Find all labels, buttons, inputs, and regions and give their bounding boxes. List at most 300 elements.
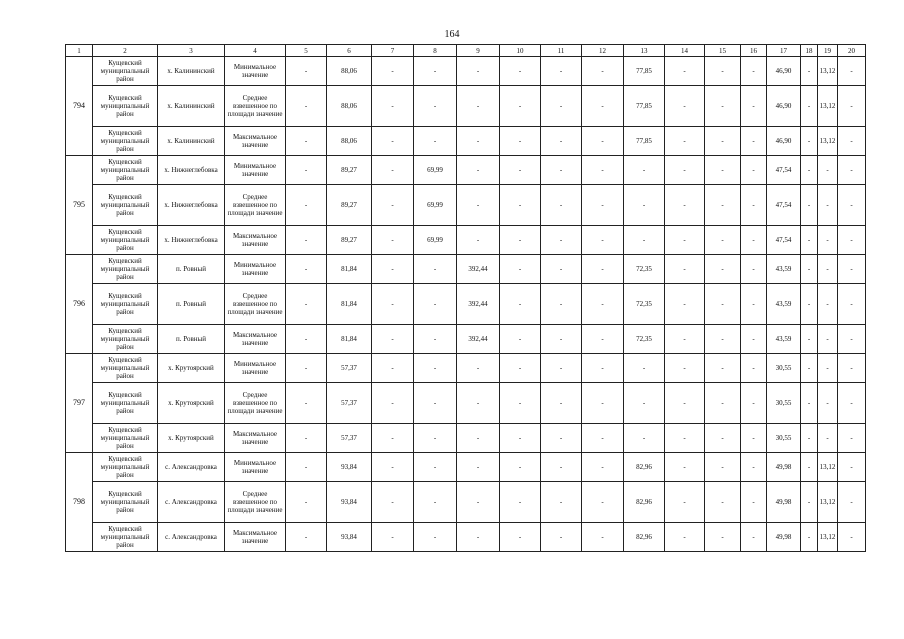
value-cell: 89,27: [327, 185, 372, 226]
value-cell: 30,55: [767, 383, 801, 424]
value-cell: -: [582, 156, 624, 185]
value-cell: -: [818, 185, 838, 226]
value-cell: -: [500, 86, 541, 127]
column-header: 16: [741, 45, 767, 57]
value-cell: -: [582, 255, 624, 284]
value-cell: -: [838, 185, 866, 226]
value-cell: 13,12: [818, 127, 838, 156]
value-cell: -: [741, 453, 767, 482]
value-cell: -: [665, 383, 705, 424]
value-cell: -: [838, 453, 866, 482]
district-cell: Кущевский муниципальный район: [93, 354, 158, 383]
district-cell: Кущевский муниципальный район: [93, 383, 158, 424]
column-header: 2: [93, 45, 158, 57]
district-cell: Кущевский муниципальный район: [93, 453, 158, 482]
value-cell: -: [665, 354, 705, 383]
value-cell: -: [801, 325, 818, 354]
value-cell: -: [801, 156, 818, 185]
value-cell: -: [665, 86, 705, 127]
value-cell: -: [372, 453, 414, 482]
value-cell: -: [457, 482, 500, 523]
value-cell: -: [457, 127, 500, 156]
value-cell: -: [801, 284, 818, 325]
value-cell: -: [541, 424, 582, 453]
value-cell: -: [541, 185, 582, 226]
value-cell: -: [838, 482, 866, 523]
page-number: 164: [444, 29, 460, 40]
value-cell: -: [500, 185, 541, 226]
table-row: [66, 325, 866, 354]
value-cell: 57,37: [327, 424, 372, 453]
value-cell: -: [541, 86, 582, 127]
value-cell: -: [286, 325, 327, 354]
value-cell: -: [741, 255, 767, 284]
settlement-cell: х. Калининский: [158, 86, 225, 127]
value-type-cell: Максимальное значение: [225, 424, 286, 453]
value-cell: -: [541, 523, 582, 552]
value-cell: 43,59: [767, 284, 801, 325]
column-header: 17: [767, 45, 801, 57]
value-cell: -: [838, 127, 866, 156]
district-cell: Кущевский муниципальный район: [93, 226, 158, 255]
value-cell: -: [414, 523, 457, 552]
value-cell: -: [457, 185, 500, 226]
value-type-cell: Минимальное значение: [225, 453, 286, 482]
value-cell: 13,12: [818, 482, 838, 523]
value-cell: -: [582, 383, 624, 424]
value-type-cell: Минимальное значение: [225, 156, 286, 185]
value-cell: -: [457, 383, 500, 424]
settlement-cell: с. Александровка: [158, 453, 225, 482]
value-cell: 81,84: [327, 325, 372, 354]
value-cell: -: [372, 255, 414, 284]
district-cell: Кущевский муниципальный район: [93, 482, 158, 523]
value-cell: -: [838, 424, 866, 453]
column-header: 13: [624, 45, 665, 57]
value-cell: 93,84: [327, 482, 372, 523]
value-cell: -: [838, 156, 866, 185]
value-cell: -: [741, 284, 767, 325]
value-cell: -: [705, 383, 741, 424]
header-row: [66, 45, 866, 57]
value-cell: -: [286, 57, 327, 86]
value-cell: -: [541, 325, 582, 354]
value-cell: -: [705, 57, 741, 86]
value-cell: 46,90: [767, 86, 801, 127]
column-header: 12: [582, 45, 624, 57]
value-cell: -: [457, 86, 500, 127]
value-cell: 13,12: [818, 57, 838, 86]
value-cell: -: [705, 482, 741, 523]
value-cell: -: [582, 127, 624, 156]
table-row: [66, 127, 866, 156]
value-cell: -: [582, 284, 624, 325]
value-cell: -: [457, 424, 500, 453]
value-cell: 89,27: [327, 156, 372, 185]
value-cell: -: [818, 226, 838, 255]
value-cell: -: [286, 156, 327, 185]
value-cell: -: [582, 226, 624, 255]
value-cell: 88,06: [327, 86, 372, 127]
value-cell: 82,96: [624, 523, 665, 552]
value-cell: -: [741, 156, 767, 185]
value-cell: -: [541, 57, 582, 86]
value-cell: -: [624, 226, 665, 255]
table-row: [66, 453, 866, 482]
value-cell: 82,96: [624, 482, 665, 523]
value-cell: 69,99: [414, 185, 457, 226]
value-cell: -: [286, 523, 327, 552]
column-header: 8: [414, 45, 457, 57]
district-cell: Кущевский муниципальный район: [93, 127, 158, 156]
settlement-cell: с. Александровка: [158, 523, 225, 552]
value-cell: -: [665, 57, 705, 86]
settlement-cell: п. Ровный: [158, 284, 225, 325]
value-cell: -: [457, 57, 500, 86]
value-cell: -: [705, 127, 741, 156]
value-cell: 93,84: [327, 523, 372, 552]
value-cell: -: [801, 86, 818, 127]
value-cell: -: [500, 325, 541, 354]
value-cell: -: [457, 226, 500, 255]
value-cell: -: [665, 156, 705, 185]
value-type-cell: Минимальное значение: [225, 57, 286, 86]
value-cell: -: [541, 284, 582, 325]
value-cell: 49,98: [767, 523, 801, 552]
value-cell: -: [665, 255, 705, 284]
value-cell: 69,99: [414, 156, 457, 185]
district-cell: Кущевский муниципальный район: [93, 185, 158, 226]
value-cell: -: [818, 284, 838, 325]
value-cell: -: [500, 482, 541, 523]
district-cell: Кущевский муниципальный район: [93, 156, 158, 185]
value-cell: -: [414, 424, 457, 453]
value-cell: 43,59: [767, 325, 801, 354]
value-cell: -: [582, 354, 624, 383]
settlement-cell: х. Нижнеглебовка: [158, 185, 225, 226]
value-cell: -: [372, 482, 414, 523]
value-cell: -: [286, 383, 327, 424]
value-cell: 30,55: [767, 424, 801, 453]
value-cell: 72,35: [624, 325, 665, 354]
value-cell: 13,12: [818, 86, 838, 127]
value-cell: -: [414, 354, 457, 383]
value-cell: 47,54: [767, 185, 801, 226]
value-cell: -: [286, 284, 327, 325]
value-cell: -: [665, 127, 705, 156]
value-cell: -: [838, 226, 866, 255]
value-cell: -: [818, 156, 838, 185]
value-cell: -: [801, 255, 818, 284]
value-cell: -: [741, 86, 767, 127]
value-cell: -: [414, 127, 457, 156]
value-cell: -: [801, 57, 818, 86]
value-cell: -: [741, 523, 767, 552]
value-cell: -: [500, 226, 541, 255]
value-cell: 392,44: [457, 325, 500, 354]
value-cell: -: [665, 523, 705, 552]
value-cell: -: [500, 354, 541, 383]
value-cell: -: [414, 482, 457, 523]
value-cell: -: [801, 424, 818, 453]
value-cell: -: [741, 226, 767, 255]
value-cell: -: [705, 284, 741, 325]
value-cell: 72,35: [624, 255, 665, 284]
value-cell: 13,12: [818, 453, 838, 482]
value-cell: -: [500, 284, 541, 325]
value-cell: -: [582, 523, 624, 552]
column-header: 10: [500, 45, 541, 57]
value-cell: 392,44: [457, 255, 500, 284]
value-cell: 88,06: [327, 127, 372, 156]
value-cell: -: [372, 325, 414, 354]
value-cell: -: [372, 354, 414, 383]
value-type-cell: Среднее взвешенное по площади значение: [225, 86, 286, 127]
value-cell: -: [818, 325, 838, 354]
table-row: [66, 255, 866, 284]
value-cell: -: [801, 185, 818, 226]
district-cell: Кущевский муниципальный район: [93, 57, 158, 86]
value-cell: 46,90: [767, 57, 801, 86]
value-cell: -: [741, 354, 767, 383]
value-cell: 49,98: [767, 453, 801, 482]
table-row: [66, 86, 866, 127]
value-cell: -: [582, 86, 624, 127]
value-cell: -: [541, 453, 582, 482]
value-cell: -: [741, 424, 767, 453]
value-cell: -: [500, 523, 541, 552]
value-cell: -: [500, 127, 541, 156]
value-cell: 46,90: [767, 127, 801, 156]
value-cell: -: [838, 354, 866, 383]
value-cell: -: [582, 424, 624, 453]
value-cell: -: [372, 284, 414, 325]
value-cell: 81,84: [327, 255, 372, 284]
value-cell: -: [741, 482, 767, 523]
value-cell: -: [582, 57, 624, 86]
value-cell: -: [801, 354, 818, 383]
value-cell: -: [286, 255, 327, 284]
value-cell: -: [541, 354, 582, 383]
table-row: [66, 156, 866, 185]
value-cell: -: [372, 424, 414, 453]
value-cell: -: [838, 57, 866, 86]
value-cell: 57,37: [327, 354, 372, 383]
value-cell: -: [838, 284, 866, 325]
table-body: [66, 57, 866, 552]
value-cell: -: [286, 453, 327, 482]
value-cell: -: [414, 255, 457, 284]
value-cell: -: [286, 127, 327, 156]
value-cell: -: [541, 127, 582, 156]
column-header: 20: [838, 45, 866, 57]
value-cell: -: [286, 226, 327, 255]
row-number-cell: 794: [66, 57, 93, 156]
value-cell: -: [665, 185, 705, 226]
value-cell: -: [818, 424, 838, 453]
column-header: 14: [665, 45, 705, 57]
value-cell: -: [665, 482, 705, 523]
settlement-cell: х. Крутоярский: [158, 424, 225, 453]
value-cell: -: [286, 354, 327, 383]
value-cell: 13,12: [818, 523, 838, 552]
value-cell: -: [286, 482, 327, 523]
value-cell: -: [500, 255, 541, 284]
value-cell: -: [838, 255, 866, 284]
district-cell: Кущевский муниципальный район: [93, 325, 158, 354]
value-cell: -: [541, 255, 582, 284]
value-cell: -: [541, 226, 582, 255]
value-type-cell: Минимальное значение: [225, 354, 286, 383]
column-header: 3: [158, 45, 225, 57]
value-cell: -: [741, 383, 767, 424]
value-cell: -: [741, 325, 767, 354]
row-number-cell: 797: [66, 354, 93, 453]
value-cell: -: [414, 86, 457, 127]
value-cell: 47,54: [767, 226, 801, 255]
settlement-cell: х. Крутоярский: [158, 383, 225, 424]
value-cell: 49,98: [767, 482, 801, 523]
value-type-cell: Максимальное значение: [225, 523, 286, 552]
value-cell: -: [582, 325, 624, 354]
value-cell: -: [582, 185, 624, 226]
table-row: [66, 354, 866, 383]
table-row: [66, 482, 866, 523]
column-header: 4: [225, 45, 286, 57]
value-cell: -: [741, 185, 767, 226]
value-cell: -: [414, 453, 457, 482]
row-number-cell: 795: [66, 156, 93, 255]
table-row: [66, 226, 866, 255]
value-type-cell: Максимальное значение: [225, 127, 286, 156]
value-cell: -: [414, 284, 457, 325]
value-cell: -: [801, 383, 818, 424]
value-cell: -: [457, 156, 500, 185]
column-header: 11: [541, 45, 582, 57]
value-cell: -: [500, 453, 541, 482]
value-cell: 82,96: [624, 453, 665, 482]
value-cell: -: [665, 453, 705, 482]
district-cell: Кущевский муниципальный район: [93, 86, 158, 127]
value-cell: -: [705, 523, 741, 552]
value-cell: -: [500, 57, 541, 86]
value-cell: -: [705, 453, 741, 482]
district-cell: Кущевский муниципальный район: [93, 523, 158, 552]
value-cell: 77,85: [624, 86, 665, 127]
value-cell: -: [541, 156, 582, 185]
value-cell: -: [741, 127, 767, 156]
value-cell: -: [705, 86, 741, 127]
value-cell: -: [705, 325, 741, 354]
value-cell: -: [541, 383, 582, 424]
value-cell: -: [286, 86, 327, 127]
value-cell: -: [705, 354, 741, 383]
value-cell: -: [372, 383, 414, 424]
value-cell: -: [500, 156, 541, 185]
data-table: [65, 44, 866, 552]
table-row: [66, 57, 866, 86]
value-cell: -: [801, 453, 818, 482]
settlement-cell: х. Калининский: [158, 127, 225, 156]
value-cell: -: [705, 424, 741, 453]
value-cell: -: [582, 453, 624, 482]
value-cell: -: [372, 523, 414, 552]
settlement-cell: х. Нижнеглебовка: [158, 156, 225, 185]
value-cell: 30,55: [767, 354, 801, 383]
value-cell: -: [414, 383, 457, 424]
value-cell: 392,44: [457, 284, 500, 325]
value-cell: 77,85: [624, 57, 665, 86]
value-cell: 81,84: [327, 284, 372, 325]
value-cell: -: [457, 523, 500, 552]
value-cell: 47,54: [767, 156, 801, 185]
value-cell: -: [838, 383, 866, 424]
settlement-cell: с. Александровка: [158, 482, 225, 523]
value-type-cell: Среднее взвешенное по площади значение: [225, 383, 286, 424]
value-cell: 57,37: [327, 383, 372, 424]
value-type-cell: Максимальное значение: [225, 325, 286, 354]
value-cell: -: [801, 226, 818, 255]
value-cell: -: [741, 57, 767, 86]
value-cell: -: [624, 354, 665, 383]
value-cell: -: [801, 127, 818, 156]
value-cell: -: [500, 424, 541, 453]
value-cell: -: [665, 284, 705, 325]
district-cell: Кущевский муниципальный район: [93, 284, 158, 325]
column-header: 7: [372, 45, 414, 57]
value-cell: -: [372, 156, 414, 185]
value-cell: -: [286, 185, 327, 226]
value-cell: -: [457, 453, 500, 482]
district-cell: Кущевский муниципальный район: [93, 255, 158, 284]
value-type-cell: Среднее взвешенное по площади значение: [225, 284, 286, 325]
column-header: 1: [66, 45, 93, 57]
value-cell: -: [414, 57, 457, 86]
value-cell: -: [838, 86, 866, 127]
value-cell: -: [624, 185, 665, 226]
settlement-cell: п. Ровный: [158, 325, 225, 354]
value-cell: -: [541, 482, 582, 523]
row-number-cell: 796: [66, 255, 93, 354]
value-cell: -: [624, 383, 665, 424]
value-cell: 88,06: [327, 57, 372, 86]
value-cell: -: [838, 523, 866, 552]
value-cell: -: [414, 325, 457, 354]
value-cell: -: [624, 156, 665, 185]
value-cell: -: [500, 383, 541, 424]
value-cell: -: [818, 255, 838, 284]
settlement-cell: п. Ровный: [158, 255, 225, 284]
value-cell: -: [372, 127, 414, 156]
value-cell: -: [665, 424, 705, 453]
value-cell: 69,99: [414, 226, 457, 255]
value-cell: -: [838, 325, 866, 354]
value-cell: -: [665, 325, 705, 354]
value-cell: -: [624, 424, 665, 453]
value-type-cell: Среднее взвешенное по площади значение: [225, 482, 286, 523]
value-cell: -: [705, 185, 741, 226]
value-type-cell: Минимальное значение: [225, 255, 286, 284]
column-header: 19: [818, 45, 838, 57]
settlement-cell: х. Калининский: [158, 57, 225, 86]
table-row: [66, 284, 866, 325]
table-row: [66, 424, 866, 453]
value-cell: -: [818, 354, 838, 383]
value-type-cell: Среднее взвешенное по площади значение: [225, 185, 286, 226]
value-cell: -: [582, 482, 624, 523]
table-row: [66, 383, 866, 424]
value-cell: 93,84: [327, 453, 372, 482]
